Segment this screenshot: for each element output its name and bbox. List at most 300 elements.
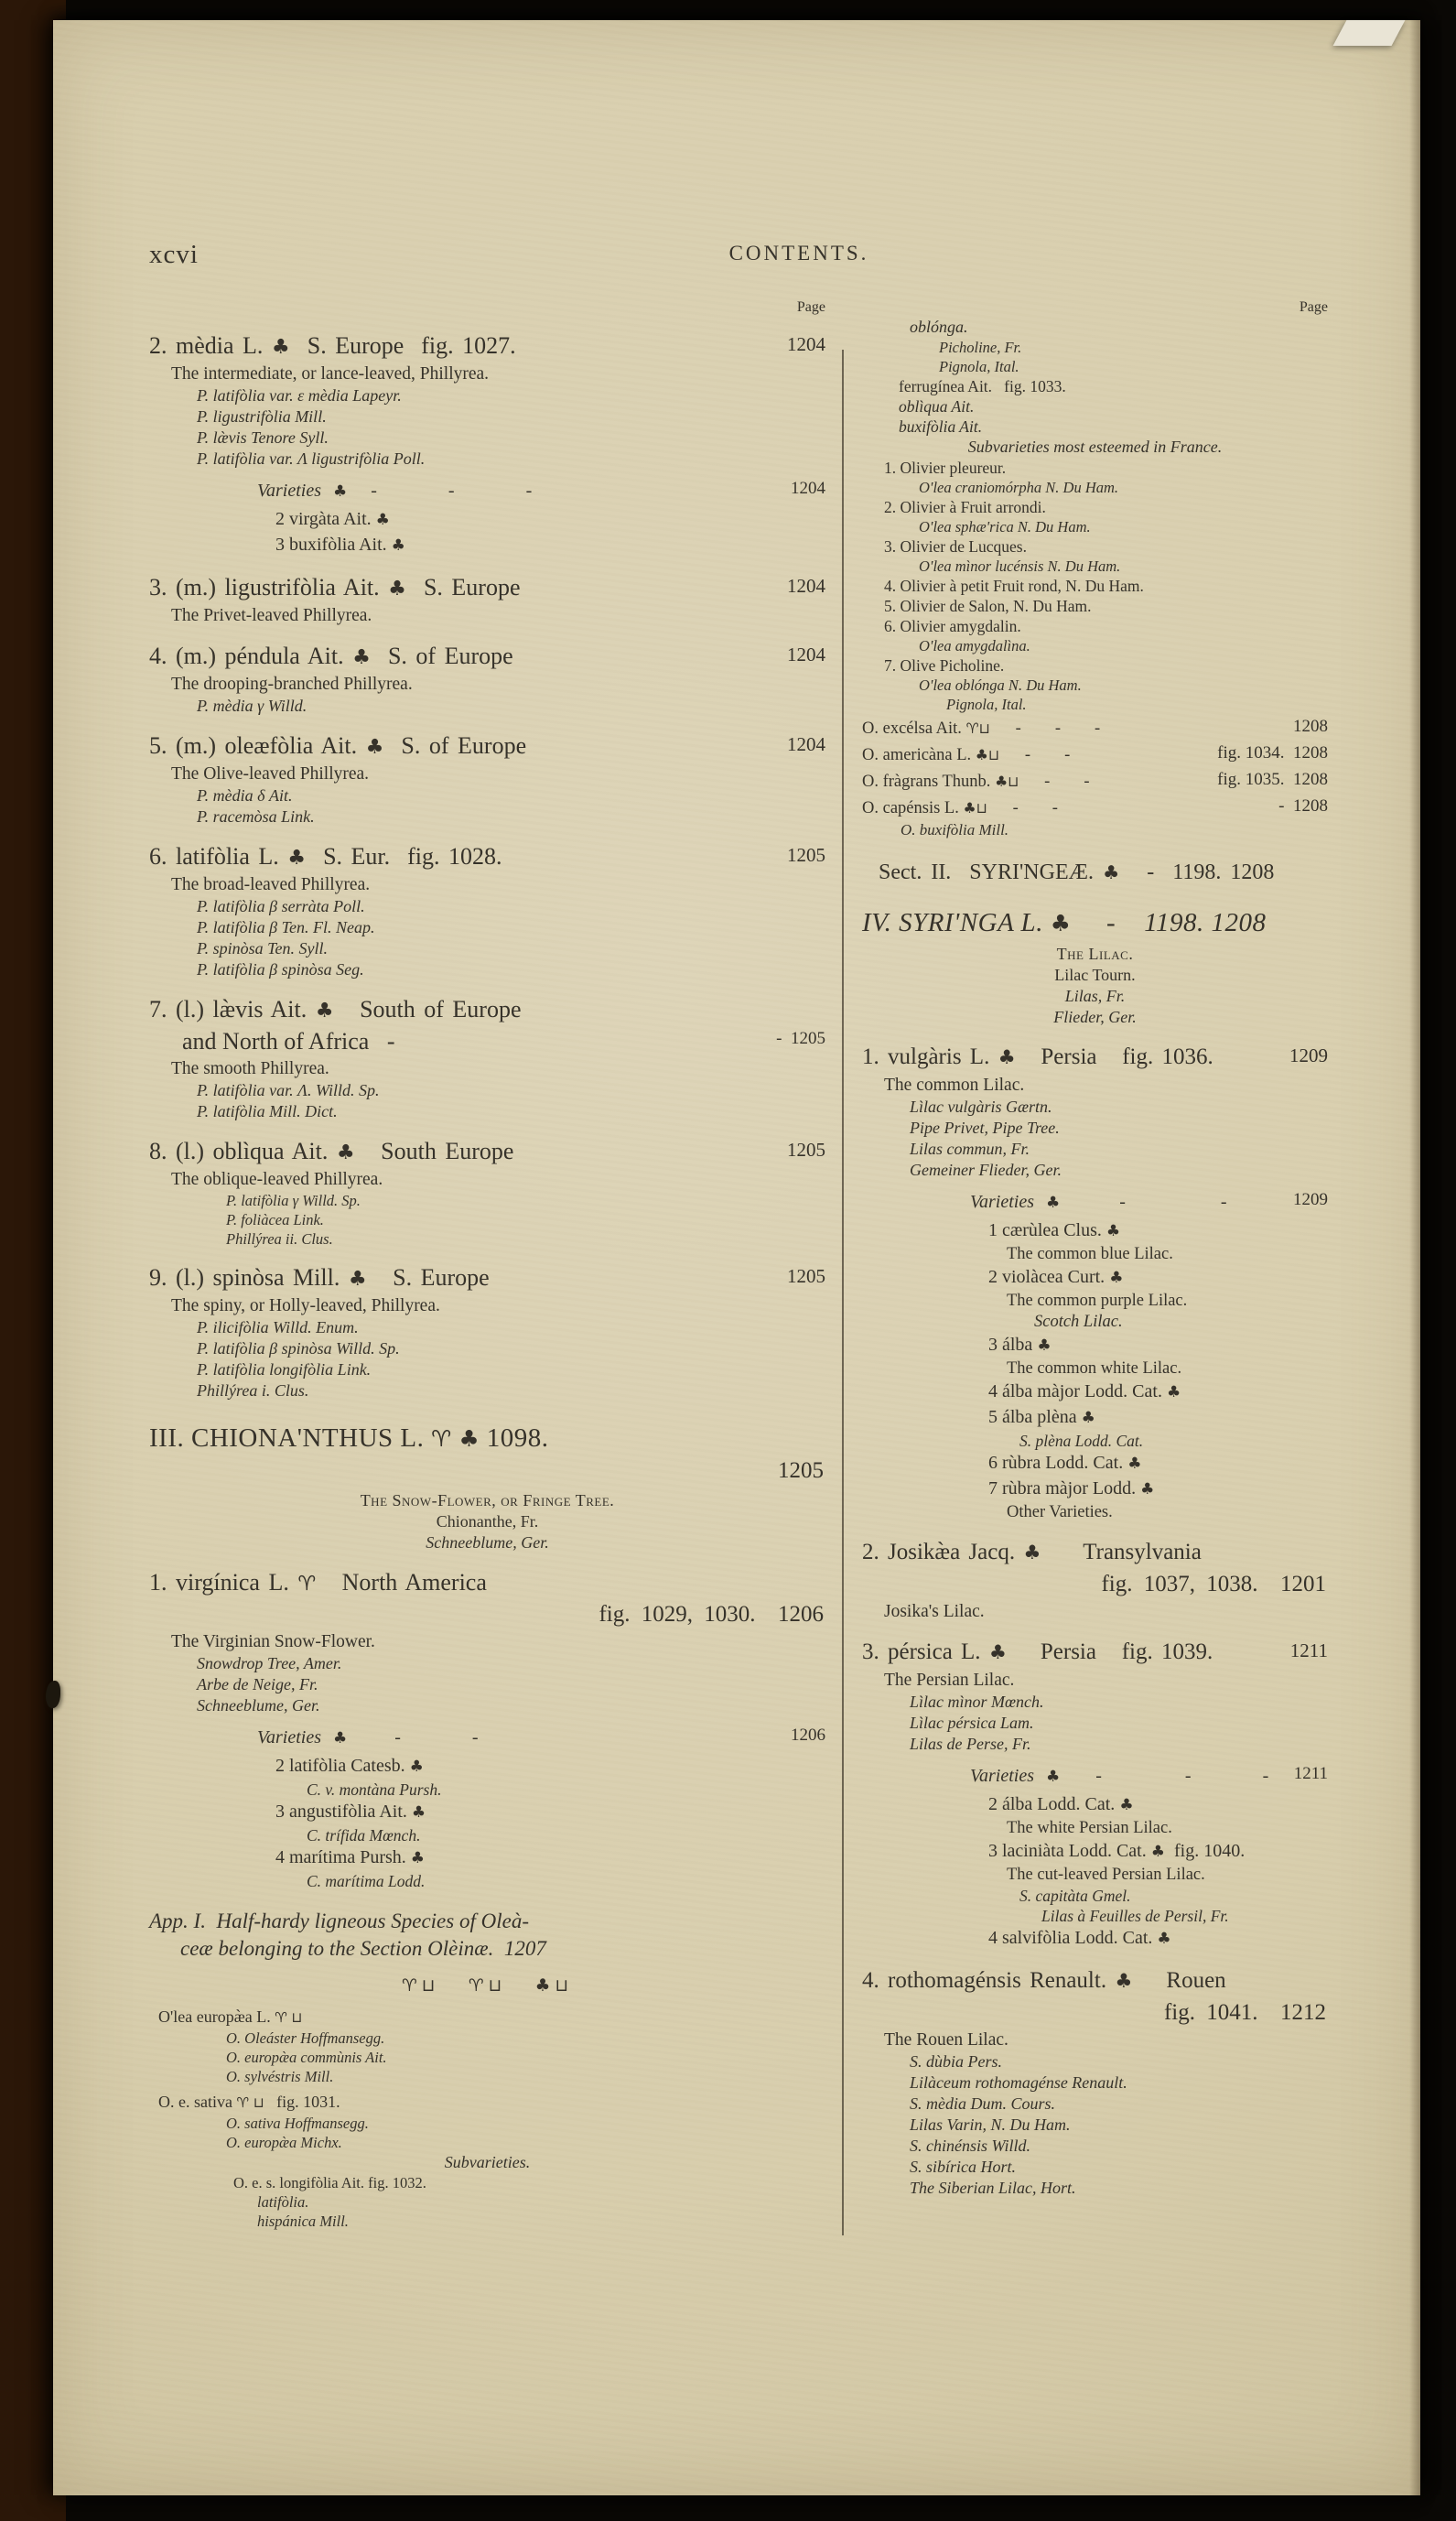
line-text: Varieties ♣ - - - <box>970 1766 1269 1786</box>
toc-synonym <box>149 2192 825 2212</box>
toc-synonym <box>149 427 825 449</box>
toc-variety-description <box>862 1865 1328 1886</box>
page-number: 1204 <box>791 479 825 498</box>
line-text: P. ligustrifòlia Mill. <box>197 407 327 426</box>
page-number: 1209 <box>1293 1190 1328 1209</box>
line-text: P. læ̀vis Tenore Syll. <box>197 428 329 447</box>
toc-common-name <box>149 362 825 385</box>
toc-common-name <box>149 1294 825 1317</box>
toc-entry <box>149 330 825 362</box>
toc-variety-description <box>862 1818 1328 1839</box>
line-text: 5. Olivier de Salon, N. Du Ham. <box>884 597 1092 615</box>
line-text: 4 álba màjor Lodd. Cat. ♣ <box>988 1381 1181 1401</box>
toc-entry-continuation <box>149 1599 825 1630</box>
toc-variety-item <box>862 1839 1328 1865</box>
line-text: The oblique-leaved Phillyrea. <box>171 1170 383 1189</box>
page-number: 1209 <box>1289 1044 1328 1066</box>
line-text: S. dùbia Pers. <box>910 2052 1002 2071</box>
page-number: - 1208 <box>1278 796 1328 816</box>
toc-synonym <box>862 636 1328 655</box>
line-text: The drooping-branched Phillyrea. <box>171 675 413 694</box>
line-text: ferrugínea Ait. fig. 1033. <box>899 377 1066 395</box>
line-text: III. CHIONA'NTHUS L. ♈ ♣ 1098. <box>149 1423 549 1453</box>
line-text: latifòlia. <box>257 2193 309 2211</box>
shrub-symbol-icon: ♣ <box>333 1729 348 1747</box>
toc-variety-line <box>862 396 1328 417</box>
toc-foreign-name <box>149 1511 825 1532</box>
toc-varieties-heading <box>862 1190 1328 1215</box>
page-number: 1204 <box>787 575 825 597</box>
tree-symbol-icon: ♈ <box>275 2009 287 2026</box>
toc-synonym <box>149 2114 825 2133</box>
frame-symbol-icon: ⊔ <box>488 1976 507 1996</box>
toc-entry-continuation <box>862 1997 1328 2029</box>
toc-numbered-item <box>862 616 1328 636</box>
toc-entry <box>862 1965 1328 1997</box>
page-number: 1205 <box>787 844 825 866</box>
toc-synonym <box>862 1097 1328 1118</box>
toc-synonym <box>862 2051 1328 2072</box>
shrub-symbol-icon: ♣ <box>1046 1768 1061 1786</box>
line-text: 1 cærùlea Clus. ♣ <box>988 1220 1121 1240</box>
line-text: The Snow-Flower, or Fringe Tree. <box>360 1491 615 1509</box>
line-text: 4. (m.) péndula Ait. ♣ S. of Europe <box>149 643 513 669</box>
line-text: The spiny, or Holly-leaved, Phillyrea. <box>171 1296 440 1315</box>
line-text: Subvarieties most esteemed in France. <box>967 438 1223 456</box>
line-text: 3 laciniàta Lodd. Cat. ♣ fig. 1040. <box>988 1841 1246 1861</box>
line-text: P. foliàcea Link. <box>226 1211 324 1228</box>
toc-section-heading <box>149 1422 825 1455</box>
toc-synonym <box>149 1380 825 1401</box>
toc-entry <box>149 1262 825 1294</box>
toc-common-name <box>149 1630 825 1653</box>
toc-variety-description <box>862 1502 1328 1523</box>
shrub-symbol-icon: ♣ <box>315 999 334 1022</box>
page-column-label: Page <box>796 299 825 315</box>
toc-synonym <box>862 820 1328 840</box>
shrub-symbol-icon: ♣ <box>410 1849 426 1867</box>
line-text: Lilas de Perse, Fr. <box>910 1735 1031 1753</box>
line-text: hispánica Mill. <box>257 2213 349 2230</box>
line-text: 1. virgínica L. ♈ North America <box>149 1569 487 1596</box>
shrub-symbol-icon: ♣ <box>365 735 384 759</box>
line-text: P. latifòlia var. ε mèdia Lapeyr. <box>197 386 402 405</box>
toc-varieties-heading <box>862 1764 1328 1789</box>
toc-variety-item <box>862 1451 1328 1477</box>
shrub-symbol-icon: ♣ <box>336 1141 355 1164</box>
toc-olea-entry <box>149 2092 825 2114</box>
toc-olea-species <box>862 796 1328 820</box>
shrub-symbol-icon: ♣ <box>998 1046 1016 1069</box>
toc-variety-synonym <box>149 1871 825 1891</box>
shrub-symbol-icon: ♣ <box>1037 1336 1052 1355</box>
line-text: Pipe Privet, Pipe Tree. <box>910 1119 1060 1137</box>
line-text: P. latifòlia Mill. Dict. <box>197 1102 338 1120</box>
toc-synonym <box>149 2067 825 2086</box>
line-text: Phillýrea ii. Clus. <box>226 1230 333 1248</box>
line-text: 8. (l.) oblìqua Ait. ♣ South Europe <box>149 1138 514 1164</box>
line-text: Varieties ♣ - - <box>970 1192 1227 1212</box>
toc-variety-synonym <box>149 1825 825 1845</box>
line-text: Lilas Varin, N. Du Ham. <box>910 2115 1071 2134</box>
line-text: buxifòlia Ait. <box>899 417 983 436</box>
line-text: P. racemòsa Link. <box>197 807 315 826</box>
line-text: P. mèdia γ Willd. <box>197 697 307 715</box>
toc-entry <box>149 1136 825 1168</box>
toc-synonym <box>862 338 1328 357</box>
toc-synonym <box>149 406 825 427</box>
toc-synonym <box>862 2072 1328 2094</box>
page-number: 1204 <box>787 644 825 665</box>
page-number: 1206 <box>791 1726 825 1745</box>
line-text: 6. latifòlia L. ♣ S. Eur. fig. 1028. <box>149 843 502 870</box>
toc-synonym <box>149 2212 825 2231</box>
shrub-symbol-icon: ♣ <box>963 799 976 817</box>
toc-variety-item <box>862 1405 1328 1431</box>
shrub-symbol-icon: ♣ <box>1166 1383 1181 1401</box>
toc-variety-description <box>862 1244 1328 1265</box>
page-number: fig. 1034. 1208 <box>1217 743 1328 763</box>
line-text: The white Persian Lilac. <box>1007 1819 1172 1837</box>
line-text: O. Oleáster Hoffmansegg. <box>226 2029 385 2047</box>
line-text: The Olive-leaved Phillyrea. <box>171 764 370 784</box>
toc-variety-description <box>862 1291 1328 1312</box>
line-text: P. latifòlia β spinòsa Seg. <box>197 960 364 979</box>
toc-synonym <box>149 1210 825 1229</box>
toc-synonym <box>149 2133 825 2152</box>
line-text: Scotch Lilac. <box>1034 1313 1123 1331</box>
toc-synonym <box>862 2136 1328 2157</box>
page-header <box>149 227 1332 278</box>
shrub-symbol-icon: ♣ <box>1140 1480 1155 1499</box>
toc-common-name <box>862 1669 1328 1692</box>
column-divider-rule <box>842 350 844 2235</box>
line-text: 2. mèdia L. ♣ S. Europe fig. 1027. <box>149 332 516 359</box>
toc-synonym <box>149 1080 825 1101</box>
toc-common-name-heading <box>862 944 1328 965</box>
toc-synonym <box>149 806 825 828</box>
shrub-symbol-icon: ♣ <box>1119 1796 1134 1814</box>
page-title: CONTENTS. <box>728 242 869 265</box>
shrub-symbol-icon: ♣ <box>1157 1930 1171 1948</box>
toc-variety-synonym <box>862 1431 1328 1451</box>
toc-numbered-item <box>862 536 1328 557</box>
line-text: The common Lilac. <box>884 1076 1025 1095</box>
shrub-symbol-icon: ♣ <box>411 1803 426 1822</box>
line-text: The common white Lilac. <box>1007 1359 1182 1378</box>
tree-symbol-icon: ♈ <box>965 720 979 737</box>
toc-varieties-heading <box>149 479 825 503</box>
toc-synonym <box>862 2115 1328 2136</box>
line-text: Pignola, Ital. <box>946 696 1027 713</box>
line-text: The cut-leaved Persian Lilac. <box>1007 1866 1205 1884</box>
line-text: O. sativa Hoffmansegg. <box>226 2115 369 2132</box>
toc-entry <box>149 641 825 673</box>
shrub-symbol-icon: ♣ <box>1050 910 1072 936</box>
shrub-symbol-icon: ♣ <box>1115 1970 1133 1993</box>
line-text: oblónga. <box>910 318 968 336</box>
line-text: O'lea mìnor lucénsis N. Du Ham. <box>919 557 1121 575</box>
line-text: 3. pérsica L. ♣ Persia fig. 1039. <box>862 1639 1213 1664</box>
toc-foreign-name <box>862 437 1328 458</box>
toc-variety-description <box>862 1312 1328 1333</box>
line-text: 6 rùbra Lodd. Cat. ♣ <box>988 1453 1142 1473</box>
toc-variety-item <box>149 533 825 558</box>
toc-synonym <box>149 2048 825 2067</box>
toc-variety-line <box>862 417 1328 437</box>
toc-olea-species <box>862 717 1328 741</box>
toc-synonym <box>862 357 1328 376</box>
line-text: O. europæ̀a Michx. <box>226 2134 342 2151</box>
toc-column-left <box>149 298 842 2231</box>
line-text: 4. rothomagénsis Renault. ♣ Rouen <box>862 1968 1226 1993</box>
contents-page <box>149 227 1332 2231</box>
line-text: The Rouen Lilac. <box>884 2030 1008 2050</box>
page-number: fig. 1035. 1208 <box>1217 770 1328 789</box>
toc-synonym <box>149 917 825 938</box>
toc-foreign-name <box>149 1532 825 1553</box>
toc-variety-item <box>862 1792 1328 1818</box>
toc-entry <box>862 1637 1328 1669</box>
toc-variety-item <box>862 1265 1328 1291</box>
toc-synonym <box>862 695 1328 714</box>
toc-appendix-heading <box>149 1908 825 1935</box>
toc-common-name <box>149 604 825 627</box>
toc-variety-synonym <box>862 1886 1328 1906</box>
page-number: 1204 <box>787 333 825 355</box>
symbol-row <box>149 1970 825 2001</box>
line-text: Lilac Tourn. <box>1054 966 1136 984</box>
line-text: Lìlac mìnor Mœnch. <box>910 1693 1044 1711</box>
toc-foreign-name <box>862 986 1328 1007</box>
frame-symbol-icon: ⊔ <box>978 720 990 737</box>
line-text: 2 violàcea Curt. ♣ <box>988 1267 1124 1287</box>
line-text: The common purple Lilac. <box>1007 1292 1188 1310</box>
line-text: The intermediate, or lance-leaved, Phillyrea. <box>171 364 490 384</box>
line-text: 2 virgàta Ait. ♣ <box>275 509 390 529</box>
toc-columns <box>149 298 1332 2231</box>
line-text: 2 latifòlia Catesb. ♣ <box>275 1756 424 1776</box>
toc-variety-synonym <box>862 1906 1328 1926</box>
toc-common-name <box>149 873 825 896</box>
line-text: Subvarieties. <box>444 2153 531 2171</box>
shrub-symbol-icon: ♣ <box>975 746 988 763</box>
toc-varieties-heading <box>149 1726 825 1750</box>
toc-numbered-item <box>862 596 1328 616</box>
line-text: 7. (l.) læ̀vis Ait. ♣ South of Europe <box>149 996 522 1022</box>
toc-synonym <box>862 1160 1328 1181</box>
toc-variety-item <box>862 1380 1328 1405</box>
frame-symbol-icon: ⊔ <box>291 2009 303 2026</box>
toc-variety-item <box>149 507 825 533</box>
tree-symbol-icon: ♈ <box>431 1425 452 1452</box>
line-text: 3 buxifòlia Ait. ♣ <box>275 535 405 555</box>
line-text: Varieties ♣ - - - <box>257 481 533 501</box>
line-text: App. I. Half-hardy ligneous Species of Oleà- <box>149 1910 529 1932</box>
line-text: fig. 1029, 1030. 1206 <box>599 1602 824 1627</box>
line-text: P. latifòlia β serràta Poll. <box>197 897 365 915</box>
line-text: Lìlac vulgàris Gærtn. <box>910 1098 1052 1116</box>
toc-synonym <box>862 1734 1328 1755</box>
toc-sect-heading <box>862 859 1328 886</box>
line-text: O'lea oblónga N. Du Ham. <box>919 676 1082 694</box>
shrub-symbol-icon: ♣ <box>287 846 307 870</box>
line-text: S. mèdia Dum. Cours. <box>910 2094 1056 2113</box>
line-text: 3. Olivier de Lucques. <box>884 537 1027 556</box>
toc-synonym <box>149 1653 825 1674</box>
toc-synonym <box>149 1191 825 1210</box>
toc-entry-continuation <box>149 1026 825 1057</box>
line-text: Flieder, Ger. <box>1053 1008 1137 1026</box>
line-text: P. latifòlia β spinòsa Willd. Sp. <box>197 1339 400 1358</box>
line-text: 2. Josikæ̀a Jacq. ♣ Transylvania <box>862 1540 1202 1564</box>
toc-variety-item <box>862 1926 1328 1952</box>
toc-variety-item <box>862 1477 1328 1502</box>
line-text: P. latifòlia var. Λ ligustrifòlia Poll. <box>197 449 426 468</box>
toc-section-heading <box>862 906 1328 940</box>
line-text: 7 rùbra màjor Lodd. ♣ <box>988 1478 1155 1499</box>
toc-lines-right <box>862 317 1328 2199</box>
line-text: 6. Olivier amygdalin. <box>884 617 1021 635</box>
toc-olea-entry <box>149 2007 825 2029</box>
line-text: Gemeiner Flieder, Ger. <box>910 1161 1062 1179</box>
line-text: Schneeblume, Ger. <box>197 1696 320 1715</box>
toc-common-name <box>862 2029 1328 2051</box>
frame-symbol-icon: ⊔ <box>555 1976 574 1996</box>
line-text: P. latifòlia longifòlia Link. <box>197 1360 372 1379</box>
line-text: Phillýrea i. Clus. <box>197 1381 309 1400</box>
line-text: P. latifòlia β Ten. Fl. Neap. <box>197 918 375 936</box>
page-number: 1205 <box>787 1265 825 1287</box>
line-text: 2 álba Lodd. Cat. ♣ <box>988 1794 1134 1814</box>
shrub-symbol-icon: ♣ <box>534 1976 555 1996</box>
page-number: 1204 <box>787 733 825 755</box>
line-text: S. chinénsis Willd. <box>910 2137 1030 2155</box>
toc-synonym <box>149 449 825 470</box>
shrub-symbol-icon: ♣ <box>348 1267 367 1291</box>
toc-synonym <box>149 1101 825 1122</box>
line-text: 4 salvifòlia Lodd. Cat. ♣ <box>988 1928 1171 1948</box>
toc-variety-item <box>862 1218 1328 1244</box>
line-text: 5 álba plèna ♣ <box>988 1407 1095 1427</box>
line-text: S. capitàta Gmel. <box>1019 1887 1131 1905</box>
toc-numbered-item <box>862 576 1328 596</box>
line-text: Chionanthe, Fr. <box>436 1512 539 1531</box>
line-text: 9. (l.) spinòsa Mill. ♣ S. Europe <box>149 1264 490 1291</box>
toc-subvariety <box>149 2173 825 2192</box>
toc-entry <box>862 1042 1328 1074</box>
line-text: O. sylvéstris Mill. <box>226 2068 334 2085</box>
toc-entry <box>149 841 825 873</box>
line-text: O. americàna L. ♣⊔ - - <box>862 746 1071 764</box>
line-text: 3 angustifòlia Ait. ♣ <box>275 1801 426 1822</box>
shrub-symbol-icon: ♣ <box>333 482 348 501</box>
toc-variety-synonym <box>149 1780 825 1800</box>
line-text: The Persian Lilac. <box>884 1671 1015 1690</box>
line-text: Snowdrop Tree, Amer. <box>197 1654 342 1672</box>
line-text: Lilàceum rothomagénse Renault. <box>910 2073 1127 2092</box>
folio-number: xcvi <box>149 240 199 269</box>
book-page <box>53 20 1420 2495</box>
line-text: O'lea amygdalìna. <box>919 637 1030 655</box>
line-text: and North of Africa - <box>182 1028 395 1055</box>
line-text: O. e. sativa ♈ ⊔ fig. 1031. <box>158 2093 340 2111</box>
line-text: The common blue Lilac. <box>1007 1245 1173 1263</box>
shrub-symbol-icon: ♣ <box>1109 1269 1124 1287</box>
shrub-symbol-icon: ♣ <box>458 1425 480 1452</box>
line-text: Sect. II. SYRI'NGEÆ. ♣ - 1198. 1208 <box>879 860 1275 884</box>
shrub-symbol-icon: ♣ <box>1105 1222 1121 1240</box>
tree-symbol-icon: ♈ <box>468 1976 489 1996</box>
shrub-symbol-icon: ♣ <box>1127 1455 1142 1473</box>
shrub-symbol-icon: ♣ <box>388 577 406 600</box>
frame-symbol-icon: ⊔ <box>976 799 987 817</box>
shrub-symbol-icon: ♣ <box>352 645 371 669</box>
toc-synonym <box>862 557 1328 576</box>
line-text: IV. SYRI'NGA L. ♣ - 1198. 1208 <box>862 908 1267 937</box>
shrub-symbol-icon: ♣ <box>988 1641 1007 1664</box>
toc-common-name <box>149 673 825 696</box>
toc-numbered-item <box>862 458 1328 478</box>
toc-variety-item <box>149 1800 825 1825</box>
line-text: Arbe de Neige, Fr. <box>197 1675 318 1693</box>
line-text: fig. 1037, 1038. 1201 <box>1101 1572 1326 1596</box>
line-text: 3 álba ♣ <box>988 1335 1052 1355</box>
toc-entry <box>862 1537 1328 1569</box>
line-text: O. europæ̀a commùnis Ait. <box>226 2049 387 2066</box>
line-text: C. trífida Mœnch. <box>307 1826 421 1845</box>
line-text: O'lea craniomórpha N. Du Ham. <box>919 479 1119 496</box>
frame-symbol-icon: ⊔ <box>987 746 1000 763</box>
toc-synonym <box>862 1118 1328 1139</box>
page-column-label: Page <box>1299 299 1328 315</box>
toc-olea-species <box>862 743 1328 767</box>
line-text: Josika's Lilac. <box>884 1602 985 1621</box>
toc-synonym <box>862 317 1328 338</box>
toc-synonym <box>862 1713 1328 1734</box>
line-text: C. v. montàna Pursh. <box>307 1780 442 1799</box>
toc-synonym <box>149 1674 825 1695</box>
shrub-symbol-icon: ♣ <box>375 511 390 529</box>
toc-synonym <box>149 1695 825 1716</box>
line-text: O. fràgrans Thunb. ♣⊔ - - <box>862 773 1090 791</box>
page-number: 1211 <box>1289 1639 1328 1661</box>
line-text: Pignola, Ital. <box>939 358 1019 375</box>
toc-entry-continuation <box>862 1569 1328 1600</box>
toc-synonym <box>862 1139 1328 1160</box>
line-text: O. e. s. longifòlia Ait. fig. 1032. <box>233 2174 426 2191</box>
line-text: The smooth Phillyrea. <box>171 1059 329 1078</box>
toc-column-right <box>842 298 1332 2231</box>
line-text: ceæ belonging to the Section Olèinæ. 1207 <box>180 1937 546 1960</box>
shrub-symbol-icon: ♣ <box>1150 1843 1165 1861</box>
line-text: P. spinòsa Ten. Syll. <box>197 939 329 958</box>
toc-common-name <box>149 1168 825 1191</box>
line-text: The Siberian Lilac, Hort. <box>910 2179 1076 2197</box>
line-text: 5. (m.) oleæfòlia Ait. ♣ S. of Europe <box>149 732 527 759</box>
line-text: Other Varieties. <box>1007 1503 1113 1521</box>
toc-synonym <box>862 478 1328 497</box>
frame-symbol-icon: ⊔ <box>421 1976 440 1996</box>
line-text <box>402 1973 573 1996</box>
line-text: O. excélsa Ait. ♈⊔ - - - <box>862 720 1101 738</box>
toc-olea-species <box>862 770 1328 794</box>
line-text: 1205 <box>778 1458 824 1483</box>
shrub-symbol-icon: ♣ <box>1023 1542 1041 1564</box>
toc-synonym <box>862 2178 1328 2199</box>
line-text: O'lea europæ̀a L. ♈ ⊔ <box>158 2007 303 2026</box>
line-text: O. buxifòlia Mill. <box>901 821 1009 839</box>
